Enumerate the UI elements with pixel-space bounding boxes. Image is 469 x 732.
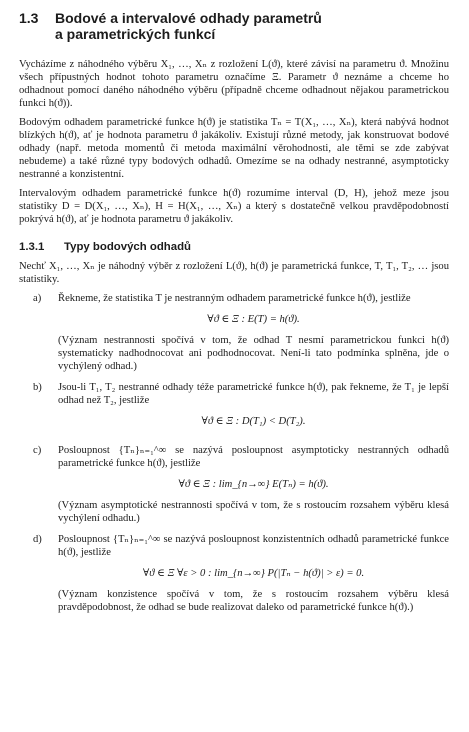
list-item [19,533,449,614]
item-text: Řekneme, že statistika T je nestranným odhadem parametrické funkce h(ϑ), jestliže [58,293,411,304]
item-body [58,444,449,525]
item-body [58,381,449,436]
item-text: Posloupnost {Tₙ}ₙ₌₁^∞ se nazývá posloupnost asymptoticky nestranných odhadů parametrické funkce h(ϑ), jestliže [58,445,449,469]
item-formula: ∀ϑ ∈ Ξ ∀ε > 0 : lim_{n→∞} P(|Tₙ − h(ϑ)| > ε) = 0. [142,568,365,579]
paragraph: Intervalovým odhadem parametrické funkce h(ϑ) rozumíme interval (D, H), jehož meze jsou statistiky D = D(X₁, …, Xₙ), H = H(X₁, …, Xₙ) a který s dostatečně velkou pravděpodobností pokrývá h(ϑ), ať je hodnota parametru ϑ jakákoliv. [19,188,449,225]
item-note: (Význam asymptotické nestrannosti spočívá v tom, že s rostoucím rozsahem výběru klesá vychýlení odhadu.) [58,500,449,524]
item-body [58,292,449,373]
paragraph: Bodovým odhadem parametrické funkce h(ϑ) je statistika Tₙ = T(X₁, …, Xₙ), která nabývá hodnot blízkých h(ϑ), ať je hodnota parametru ϑ jakákoliv. Existují různé metody, jak konstruovat bodové odhady (např. metoda momentů či metoda maximální věrohodnosti, ale těmi se zde zabývat nebudeme) a také různé typy bodových odhadů. Omezíme se na odhady nestranné, asymptoticky nestranné a konzistentní. [19,117,449,180]
subsection-title: Typy bodových odhadů [64,241,191,253]
item-formula: ∀ϑ ∈ Ξ : D(T₁) < D(T₂). [201,416,306,427]
paragraph: Vycházíme z náhodného výběru X₁, …, Xₙ z rozložení L(ϑ), které závisí na parametru ϑ. Množinu všech přípustných hodnot tohoto parametru označíme Ξ. Parametr ϑ neznáme a chceme ho odhadnout pomocí daného náhodného výběru (případně chceme odhadnout nějakou parametrickou funkci h(ϑ)). [19,59,449,109]
section-title [55,10,322,42]
item-label: c) [33,445,42,456]
item-body [58,533,449,614]
list-item [19,444,449,525]
list-item [19,381,449,436]
item-note: (Význam konzistence spočívá v tom, že s rostoucím rozsahem výběru klesá pravděpodobnost, že odhad se bude realizovat daleko od parametrické funkce h(ϑ).) [58,589,449,613]
item-formula: ∀ϑ ∈ Ξ : lim_{n→∞} E(Tₙ) = h(ϑ). [178,479,329,490]
intro-paragraph: Nechť X₁, …, Xₙ je náhodný výběr z rozložení L(ϑ), h(ϑ) je parametrická funkce, T, T₁, T₂, … jsou statistiky. [19,261,449,285]
list-item [19,292,449,373]
section-number: 1.3 [19,10,39,26]
item-note: (Význam nestrannosti spočívá v tom, že odhad T nesmí parametrickou funkci h(ϑ) systematicky nadhodnocovat ani podhodnocovat. Není-li tato podmínka splněna, jde o vychýlený odhad.) [58,335,449,372]
section-title-line1: Bodové a intervalové odhady parametrů [55,10,322,26]
subsection-heading [19,240,449,254]
item-label: b) [33,382,42,393]
item-text: Posloupnost {Tₙ}ₙ₌₁^∞ se nazývá posloupnost konzistentních odhadů parametrické funkce h(ϑ), jestliže [58,534,449,558]
item-label: d) [33,534,42,545]
section-heading [19,10,449,42]
item-formula: ∀ϑ ∈ Ξ : E(T) = h(ϑ). [207,314,300,325]
subsection-number: 1.3.1 [19,241,45,253]
definition-list [19,292,449,614]
item-text: Jsou-li T₁, T₂ nestranné odhady téže parametrické funkce h(ϑ), pak řekneme, že T₁ je lepší odhad než T₂, jestliže [58,382,449,406]
section-title-line2: a parametrických funkcí [55,26,216,42]
item-label: a) [33,293,42,304]
